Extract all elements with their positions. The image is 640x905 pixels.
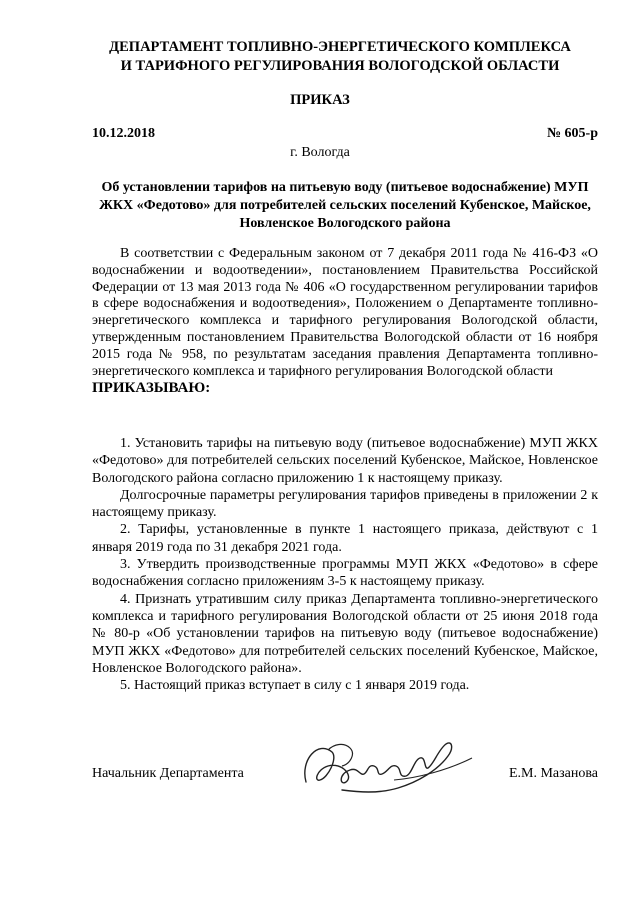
- order-item-1: 1. Установить тарифы на питьевую воду (питьевое водоснабжение) МУП ЖКХ «Федотово» для потребителей сельских поселений Кубенское, Майское, Новленское Вологодского района согласно приложению 1 к настоящему приказу.: [92, 436, 598, 486]
- signatory-name: Е.М. Мазанова: [508, 766, 598, 781]
- preamble-block: [92, 246, 598, 397]
- order-item-1-note: Долгосрочные параметры регулирования тарифов приведены в приложении 2 к настоящему приказу.: [92, 487, 598, 521]
- handwritten-signature: [298, 730, 478, 800]
- order-item-4: 4. Признать утратившим силу приказ Департамента топливно-энергетического комплекса и тарифного регулирования Вологодской области от 25 июня 2018 года № 80-р «Об установлении тарифов на питьевую воду (питьевое водоснабжение) МУП ЖКХ «Федотово» для потребителей сельских поселений Кубенское, Майское, Новленское Вологодского района».: [92, 591, 598, 676]
- order-item-2: 2. Тарифы, установленные в пункте 1 настоящего приказа, действуют с 1 января 2019 года по 31 декабря 2021 года.: [92, 522, 598, 555]
- document-subject: Об установлении тарифов на питьевую воду (питьевое водоснабжение) МУП ЖКХ «Федотово» для потребителей сельских поселений Кубенское, Майское, Новленское Вологодского района: [99, 180, 591, 231]
- document-type: ПРИКАЗ: [290, 92, 350, 108]
- document-number: № 605-р: [546, 126, 598, 141]
- signatory-position: Начальник Департамента: [92, 766, 244, 781]
- department-header: [60, 38, 620, 76]
- department-line-1: ДЕПАРТАМЕНТ ТОПЛИВНО-ЭНЕРГЕТИЧЕСКОГО КОМПЛЕКСА: [109, 39, 571, 55]
- order-item-5: 5. Настоящий приказ вступает в силу с 1 января 2019 года.: [120, 678, 470, 694]
- document-city: г. Вологда: [290, 145, 350, 160]
- order-item-3: 3. Утвердить производственные программы МУП ЖКХ «Федотово» в сфере водоснабжения согласно приложениям 3-5 к настоящему приказу.: [92, 557, 598, 590]
- order-word: ПРИКАЗЫВАЮ:: [92, 380, 211, 397]
- document-date: 10.12.2018: [92, 126, 155, 141]
- department-line-2: И ТАРИФНОГО РЕГУЛИРОВАНИЯ ВОЛОГОДСКОЙ ОБЛАСТИ: [120, 58, 560, 74]
- order-items: [92, 435, 598, 694]
- preamble-text: В соответствии с Федеральным законом от 7 декабря 2011 года № 416-ФЗ «О водоснабжении и водоотведении», постановлением Правительства Российской Федерации от 13 мая 2013 года № 406 «О государственном регулировании тарифов в сфере водоснабжения и водоотведения», Положением о Департаменте топливно-энергетического комплекса и тарифного регулирования Вологодской области, утвержденным постановлением Правительства Вологодской области от 16 ноября 2015 года № 958, по результатам заседания правления Департамента топливно-энергетического комплекса и тарифного регулирования Вологодской области: [92, 246, 598, 379]
